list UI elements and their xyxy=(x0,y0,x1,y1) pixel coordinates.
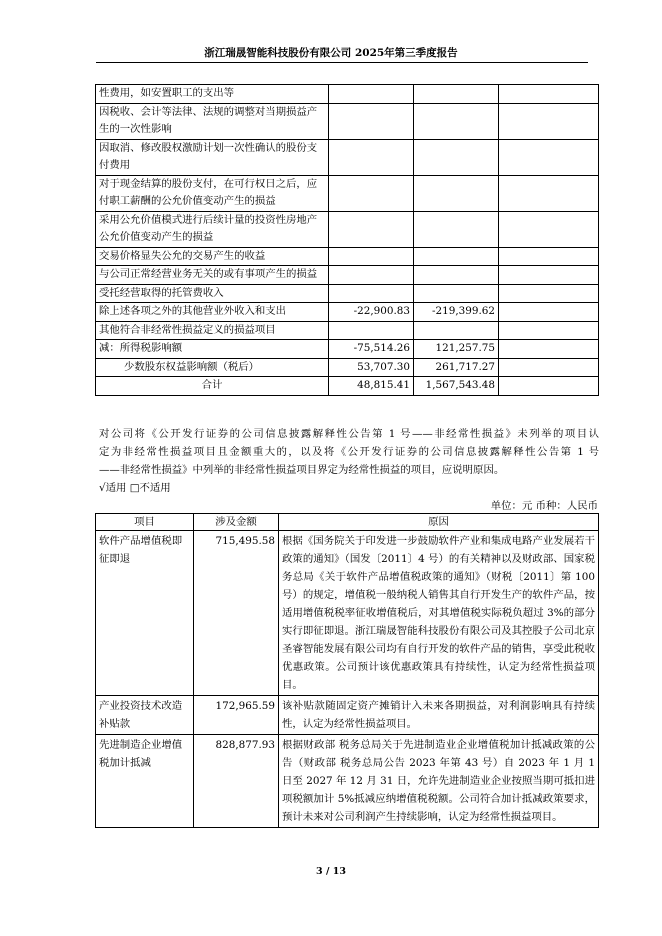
table-cell-item: 减：所得税影响额 xyxy=(96,340,329,359)
table-cell-value: 1,567,543.48 xyxy=(414,377,499,396)
table-cell-value: -219,399.62 xyxy=(414,303,499,322)
table-cell-value xyxy=(329,321,414,340)
paragraph-line: 定为非经常性损益项目且金额重大的，以及将《公开发行证券的公司信息披露解释性公告第 1 号 xyxy=(99,446,599,458)
table-cell-item: 合计 xyxy=(96,377,329,396)
table-cell-value xyxy=(329,85,414,104)
table-row xyxy=(96,247,599,266)
table-cell-value: 121,257.75 xyxy=(414,340,499,359)
table-cell-note xyxy=(499,103,599,139)
table-row xyxy=(96,358,599,377)
table-row xyxy=(96,340,599,359)
table-cell-value xyxy=(329,266,414,285)
table-cell-item: 与公司正常经营业务无关的或有事项产生的损益 xyxy=(96,266,329,285)
table-cell-value xyxy=(329,247,414,266)
table-cell-note xyxy=(499,377,599,396)
table-cell-amount: 715,495.58 xyxy=(194,531,279,696)
table-cell-item: 除上述各项之外的其他营业外收入和支出 xyxy=(96,303,329,322)
applicability-checkbox-line: √适用 □不适用 xyxy=(99,482,171,494)
column-header-amount: 涉及金额 xyxy=(194,514,279,531)
table-cell-note xyxy=(499,175,599,211)
table-row xyxy=(96,85,599,104)
table-cell-note xyxy=(499,139,599,175)
column-header-reason: 原因 xyxy=(279,514,599,531)
table-cell-value xyxy=(414,266,499,285)
table-cell-item: 交易价格显失公允的交易产生的收益 xyxy=(96,247,329,266)
table-row xyxy=(96,139,599,175)
column-header-item: 项目 xyxy=(96,514,194,531)
table-cell-note xyxy=(499,266,599,285)
table-cell-reason: 该补贴款随固定资产摊销计入未来各期损益，对利润影响具有持续性，认定为经常性损益项目。 xyxy=(279,696,599,735)
table-cell-value xyxy=(414,211,499,247)
table-cell-reason: 根据财政部 税务总局关于先进制造业企业增值税加计抵减政策的公告（财政部 税务总局公告 2023 年第 43 号）自 2023 年 1 月 1 日至 2027 年 12 月 31 日，允许先进制造业企业按照当期可抵扣进项税额加计 5%抵减应纳增值税税额。公司符合加计抵减政策要求，预计未来对公司利润产生持续影响，认定为经常性损益项目。 xyxy=(279,735,599,828)
table-cell-amount: 172,965.59 xyxy=(194,696,279,735)
table-cell-note xyxy=(499,247,599,266)
table-cell-note xyxy=(499,340,599,359)
table-row xyxy=(96,284,599,303)
table-cell-note xyxy=(499,211,599,247)
non-recurring-items-table xyxy=(95,84,599,396)
table-row xyxy=(96,531,599,696)
explanation-paragraph xyxy=(99,425,599,479)
paragraph-line: ——非经常性损益》中列举的非经常性损益项目界定为经常性损益的项目，应说明原因。 xyxy=(99,464,505,476)
table-cell-item: 其他符合非经常性损益定义的损益项目 xyxy=(96,321,329,340)
table-cell-note xyxy=(499,303,599,322)
table-cell-value: -22,900.83 xyxy=(329,303,414,322)
table-row xyxy=(96,103,599,139)
table-cell-reason: 根据《国务院关于印发进一步鼓励软件产业和集成电路产业发展若干政策的通知》（国发〔2011〕4 号）的有关精神以及财政部、国家税务总局《关于软件产品增值税政策的通知》（财税〔2011〕第 100 号）的规定，增值税一般纳税人销售其自行开发生产的软件产品，按适用增值税税率征收增值税后，对其增值税实际税负超过 3%的部分实行即征即退。浙江瑞晟智能科技股份有限公司及其控股子公司北京圣睿智能发展有限公司均有自行开发的软件产品的销售，享受此税收优惠政策。公司预计该优惠政策具有持续性，认定为经常性损益项目。 xyxy=(279,531,599,696)
table-cell-note xyxy=(499,358,599,377)
table-cell-value xyxy=(329,175,414,211)
table-row xyxy=(96,321,599,340)
table-cell-amount: 828,877.93 xyxy=(194,735,279,828)
table-cell-item: 因税收、会计等法律、法规的调整对当期损益产生的一次性影响 xyxy=(96,103,329,139)
table-cell-item: 软件产品增值税即征即退 xyxy=(96,531,194,696)
table-cell-value xyxy=(329,211,414,247)
table-cell-value xyxy=(414,284,499,303)
table-cell-value xyxy=(414,247,499,266)
table-cell-item: 先进制造企业增值税加计抵减 xyxy=(96,735,194,828)
paragraph-line: 对公司将《公开发行证券的公司信息披露解释性公告第 1 号——非经常性损益》未列举的项目认 xyxy=(99,428,599,440)
table-cell-value xyxy=(414,85,499,104)
table-cell-note xyxy=(499,321,599,340)
table-cell-value xyxy=(329,103,414,139)
table-cell-value xyxy=(414,139,499,175)
table-cell-note xyxy=(499,85,599,104)
table-cell-item: 因取消、修改股权激励计划一次性确认的股份支付费用 xyxy=(96,139,329,175)
table-cell-item: 性费用，如安置职工的支出等 xyxy=(96,85,329,104)
table-cell-item: 受托经营取得的托管费收入 xyxy=(96,284,329,303)
header-divider xyxy=(96,62,588,63)
table-cell-item: 产业投资技术改造补贴款 xyxy=(96,696,194,735)
table-cell-value: 53,707.30 xyxy=(329,358,414,377)
table-header-row xyxy=(96,514,599,531)
table-cell-value xyxy=(414,103,499,139)
table-cell-item: 对于现金结算的股份支付，在可行权日之后，应付职工薪酬的公允价值变动产生的损益 xyxy=(96,175,329,211)
recurring-classification-table xyxy=(95,513,599,828)
table-row xyxy=(96,211,599,247)
table-row xyxy=(96,303,599,322)
table-row xyxy=(96,696,599,735)
currency-unit-line: 单位：元 币种：人民币 xyxy=(490,500,598,512)
table-cell-value: -75,514.26 xyxy=(329,340,414,359)
table-cell-value xyxy=(414,175,499,211)
table-cell-item: 采用公允价值模式进行后续计量的投资性房地产公允价值变动产生的损益 xyxy=(96,211,329,247)
table-cell-value xyxy=(414,321,499,340)
table-row xyxy=(96,175,599,211)
table-row xyxy=(96,266,599,285)
table-cell-value xyxy=(329,284,414,303)
table-cell-value: 261,717.27 xyxy=(414,358,499,377)
page-number: 3 / 13 xyxy=(316,866,346,877)
table-cell-item: 少数股东权益影响额（税后） xyxy=(96,358,329,377)
report-header-title: 浙江瑞晟智能科技股份有限公司 2025年第三季度报告 xyxy=(204,47,458,59)
table-cell-note xyxy=(499,284,599,303)
table-row xyxy=(96,735,599,828)
table-row-total xyxy=(96,377,599,396)
table-cell-value: 48,815.41 xyxy=(329,377,414,396)
table-cell-value xyxy=(329,139,414,175)
